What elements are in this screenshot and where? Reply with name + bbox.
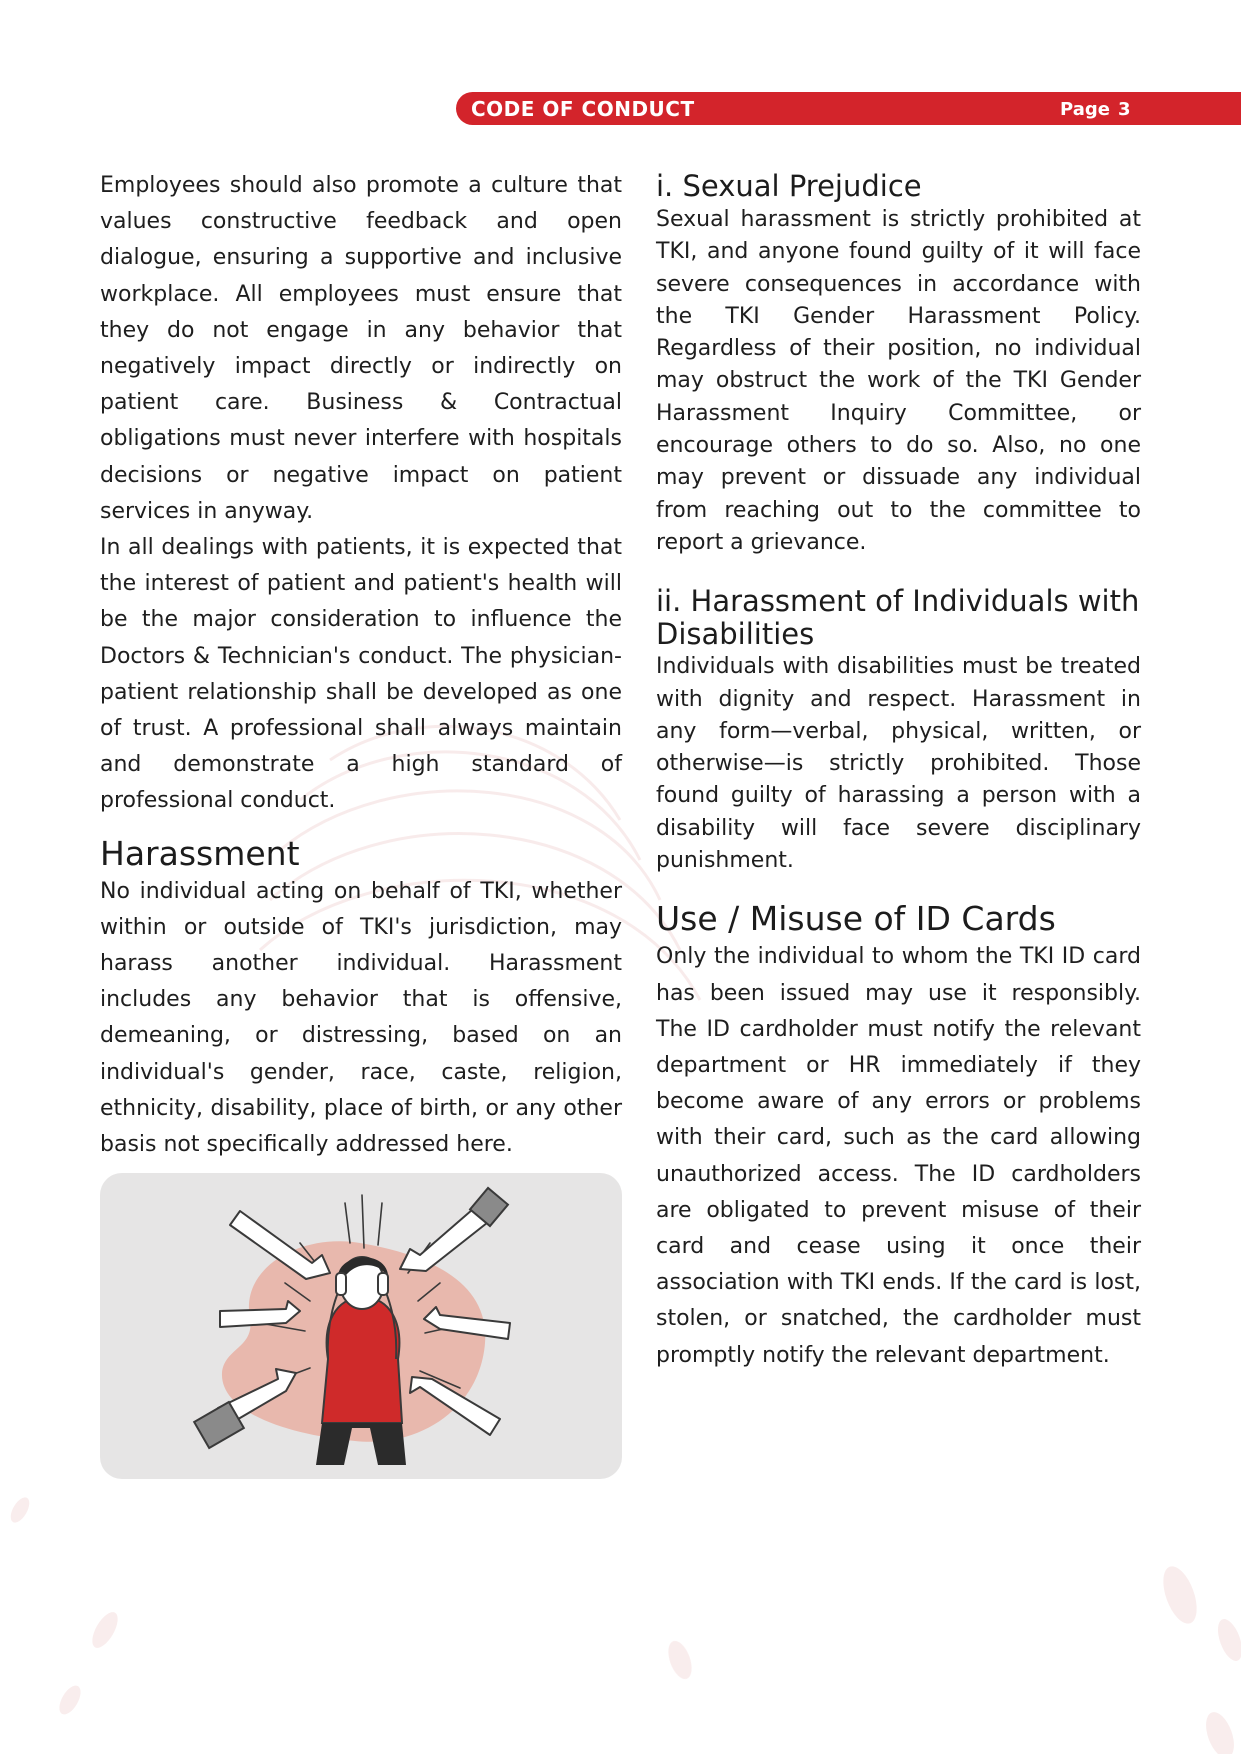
page-number: 3: [1117, 99, 1131, 120]
harassment-paragraph: No individual acting on behalf of TKI, whether within or outside of TKI's jurisdiction, may harass another individual. Harassment includes any behavior that is offensive, demeaning, or distressing, based on an individual's gender, race, caste, religion, ethnicity, disability, place of birth, or any other basis not specifically addressed here.: [100, 878, 622, 1158]
sexual-prejudice-paragraph: Sexual harassment is strictly prohibited at TKI, and anyone found guilty of it will face severe consequences in accordance with the TKI Gender Harassment Policy. Regardless of their position, no individual may obstruct the work of the TKI Gender Harassment Inquiry Committee, or encourage others to do so. Also, no one may prevent or dissuade any individual from reaching out to the committee to report a grievance.: [656, 207, 1141, 555]
left-column: [100, 168, 622, 1479]
id-cards-heading: Use / Misuse of ID Cards: [656, 899, 1056, 939]
disabilities-paragraph: Individuals with disabilities must be treated with dignity and respect. Harassment in any form—verbal, physical, written, or otherwise—is strictly prohibited. Those found guilty of harassing a person with a disability will face severe disciplinary punishment.: [656, 654, 1141, 874]
culture-paragraph: Employees should also promote a culture that values constructive feedback and open dialogue, ensuring a supportive and inclusive workplace. All employees must ensure that they do not engage in any behavior that negatively impact directly or indirectly on patient care. Business & Contractual obligations must never interfere with hospitals decisions or negative impact on patient services in anyway.: [100, 173, 622, 524]
id-cards-paragraph: Only the individual to whom the TKI ID card has been issued may use it responsibly. The ID cardholder must notify the relevant department or HR immediately if they become aware of any errors or problems with their card, such as the card allowing unauthorized access. The ID cardholders are obligated to prevent misuse of their card and cease using it once their association with TKI ends. If the card is lost, stolen, or snatched, the cardholder must promptly notify the relevant department.: [656, 944, 1141, 1368]
harassment-illustration: [100, 1173, 622, 1479]
patient-dealings-paragraph: In all dealings with patients, it is expected that the interest of patient and patient's health will be the major consideration to influence the Doctors & Technician's conduct. The physician-patient relationship shall be developed as one of trust. A professional shall always maintain and demonstrate a high standard of professional conduct.: [100, 535, 622, 814]
right-column: [656, 168, 1141, 1374]
disabilities-heading: ii. Harassment of Individuals with Disabilities: [656, 584, 1140, 652]
harassment-heading: Harassment: [100, 833, 300, 873]
sexual-prejudice-heading: i. Sexual Prejudice: [656, 169, 922, 203]
page-indicator: [1060, 99, 1130, 120]
document-title: CODE OF CONDUCT: [471, 97, 695, 121]
page-label: Page: [1060, 99, 1110, 120]
header-bar: [456, 92, 1241, 125]
